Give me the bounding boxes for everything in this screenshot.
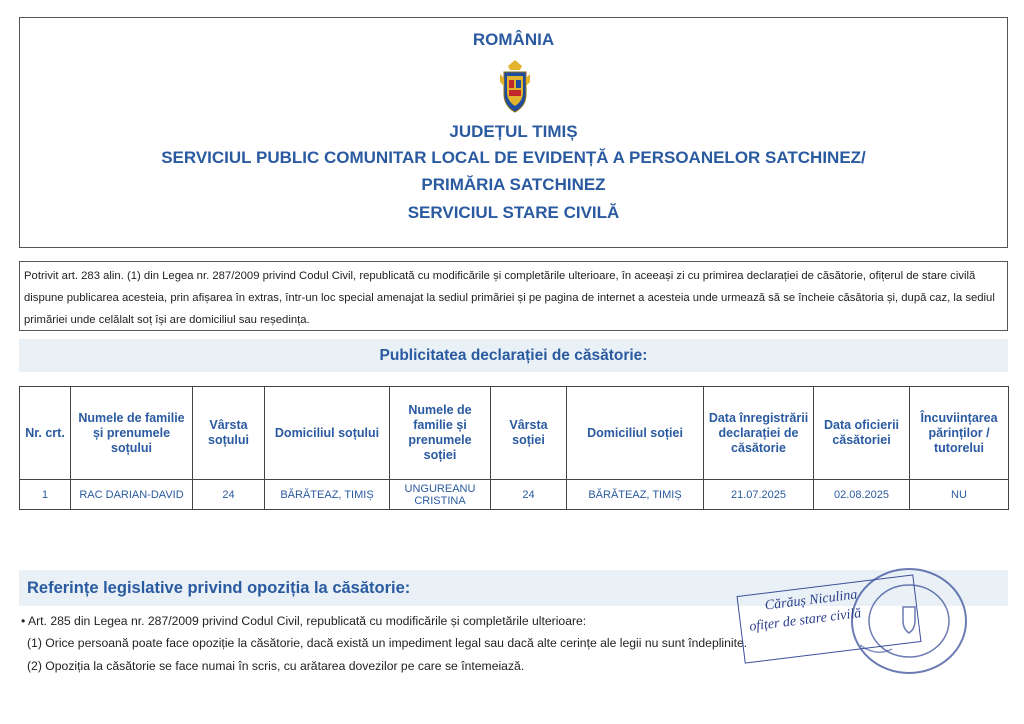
legal-notice: Potrivit art. 283 alin. (1) din Legea nr. 287/2009 privind Codul Civil, republicată cu modificările și completările ulterioare, în aceeași zi cu primirea declarației de căsătorie, ofițerul de stare civilă dispune publicarea acesteia, prin afișarea în extras, într-un loc special amenajat la sediul primăriei și pe pagina de internet a acesteia unde urmează să se încheie căsătoria și, după caz, la sediul primăriei unde celălalt soț își are domiciliul sau reședința.	[19, 261, 1008, 331]
coat-of-arms-icon	[498, 58, 532, 114]
signature-name: Cărăuș Niculina	[764, 587, 859, 614]
marriage-declaration-table	[19, 386, 1009, 510]
header-nr-crt: Nr. crt.	[20, 387, 71, 480]
document-header	[19, 17, 1008, 248]
header-registration-date: Data înregistrării declarației de căsătorie	[704, 387, 814, 480]
references-paragraph-1: (1) Orice persoană poate face opoziție la căsătorie, dacă există un impediment legal sau dacă alte cerințe ale legii nu sunt îndeplinite.	[27, 636, 748, 650]
header-groom-domicile: Domiciliul soțului	[265, 387, 390, 480]
cell-registration-date: 21.07.2025	[704, 480, 814, 510]
publication-title: Publicitatea declarației de căsătorie:	[19, 339, 1008, 372]
header-groom-name: Numele de familie și prenumele soțului	[71, 387, 193, 480]
cell-groom-age: 24	[193, 480, 265, 510]
header-parental-consent: Încuviințarea părinților / tutorelui	[910, 387, 1009, 480]
references-paragraph-2: (2) Opoziția la căsătorie se face numai în scris, cu arătarea dovezilor pe care se întemeiază.	[27, 659, 525, 673]
cell-groom-domicile: BĂRĂTEAZ, TIMIȘ	[265, 480, 390, 510]
header-ceremony-date: Data oficierii căsătoriei	[814, 387, 910, 480]
header-bride-age: Vârsta soției	[491, 387, 567, 480]
header-bride-name: Numele de familie și prenumele soției	[390, 387, 491, 480]
references-title: Referințe legislative privind opoziția la căsătorie:	[19, 570, 1008, 606]
header-bride-domicile: Domiciliul soției	[567, 387, 704, 480]
cell-bride-domicile: BĂRĂTEAZ, TIMIȘ	[567, 480, 704, 510]
service-title-line-1: SERVICIUL PUBLIC COMUNITAR LOCAL DE EVIDENȚĂ A PERSOANELOR SATCHINEZ/	[161, 148, 866, 167]
header-groom-age: Vârsta soțului	[193, 387, 265, 480]
country-title: ROMÂNIA	[472, 30, 555, 49]
references-intro: • Art. 285 din Legea nr. 287/2009 privind Codul Civil, republicată cu modificările și completările ulterioare:	[21, 614, 587, 628]
table-header-row	[20, 387, 1009, 480]
service-title-line-3: SERVICIUL STARE CIVILĂ	[407, 203, 620, 222]
signature-role: ofițer de stare civilă	[748, 606, 863, 635]
cell-bride-age: 24	[491, 480, 567, 510]
service-title-line-2: PRIMĂRIA SATCHINEZ	[421, 175, 606, 194]
cell-bride-name: UNGUREANU CRISTINA	[390, 480, 491, 510]
cell-ceremony-date: 02.08.2025	[814, 480, 910, 510]
table-row	[20, 480, 1009, 510]
county-title: JUDEȚUL TIMIȘ	[449, 122, 578, 141]
cell-groom-name: RAC DARIAN-DAVID	[71, 480, 193, 510]
cell-parental-consent: NU	[910, 480, 1009, 510]
cell-nr-crt: 1	[20, 480, 71, 510]
